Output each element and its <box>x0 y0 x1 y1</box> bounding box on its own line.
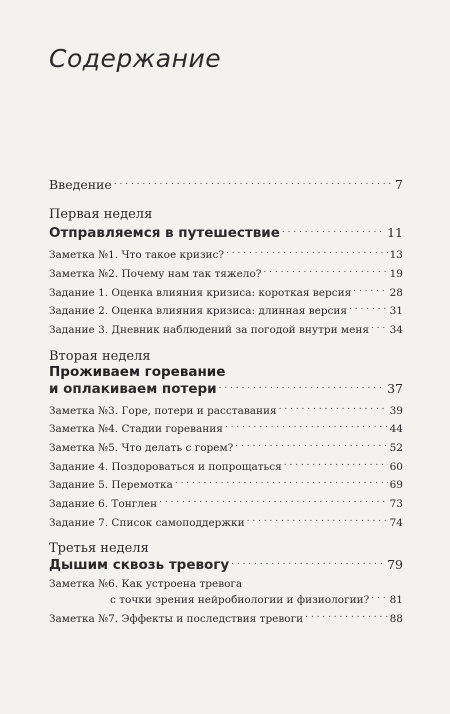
toc-entry-label: Заметка №2. Почему нам так тяжело? <box>49 268 262 280</box>
toc-entry[interactable] <box>49 495 403 511</box>
toc-entry[interactable] <box>49 476 403 492</box>
toc-entry[interactable] <box>49 610 403 626</box>
toc-entry-label: Задание 3. Дневник наблюдений за погодой внутри меня <box>49 324 369 336</box>
toc-entry[interactable] <box>49 458 403 474</box>
toc-entry-label: Заметка №6. Как устроена тревога <box>49 578 243 590</box>
toc-page-number: 7 <box>395 177 403 192</box>
toc-entry-label: Задание 4. Поздороваться и попрощаться <box>49 461 282 473</box>
dot-leader <box>114 177 393 189</box>
dot-leader <box>159 495 387 507</box>
section-heading-week2[interactable] <box>49 381 403 396</box>
toc-entry-label: Задание 6. Тонглен <box>49 498 158 510</box>
toc-entry-label: Задание 2. Оценка влияния кризиса: длинная версия <box>49 305 348 317</box>
toc-page-number: 88 <box>389 613 403 625</box>
section-heading: и оплакиваем потери <box>49 381 217 397</box>
toc-page-number: 73 <box>389 498 403 510</box>
toc-entry-label: Заметка №1. Что такое кризис? <box>49 249 225 261</box>
toc-entry-label: Заметка №7. Эффекты и последствия тревоги <box>49 613 304 625</box>
page-title: Содержание <box>49 44 222 73</box>
dot-leader <box>371 591 387 603</box>
section-heading: Дышим сквозь тревогу <box>49 557 230 573</box>
toc-entry[interactable] <box>49 265 403 281</box>
toc-entry-label: Задание 5. Перемотка <box>49 479 173 491</box>
toc-page-number: 79 <box>387 557 403 572</box>
toc-entry[interactable] <box>49 420 403 436</box>
dot-leader <box>353 284 387 296</box>
dot-leader <box>235 439 387 451</box>
dot-leader <box>305 610 388 622</box>
toc-entry-label: Заметка №3. Горе, потери и расставания <box>49 405 277 417</box>
toc-entry[interactable] <box>49 284 403 300</box>
toc-page-number: 52 <box>389 442 403 454</box>
toc-page-number: 74 <box>389 517 403 529</box>
toc-entry[interactable] <box>49 321 403 337</box>
week-label: Первая неделя <box>49 207 153 222</box>
dot-leader <box>231 557 385 569</box>
section-heading: Отправляемся в путешествие <box>49 225 280 241</box>
dot-leader <box>225 420 388 432</box>
dot-leader <box>219 381 385 393</box>
dot-leader <box>279 402 388 414</box>
toc-entry[interactable] <box>49 402 403 418</box>
dot-leader <box>263 265 387 277</box>
toc-entry-label: Заметка №5. Что делать с горем? <box>49 442 234 454</box>
toc-page-number: 37 <box>387 381 403 396</box>
toc-entry-label: Задание 1. Оценка влияния кризиса: короткая версия <box>49 287 352 299</box>
dot-leader <box>175 476 388 488</box>
dot-leader <box>282 225 385 237</box>
dot-leader <box>349 302 388 314</box>
dot-leader <box>371 321 388 333</box>
toc-page-number: 69 <box>389 479 403 491</box>
week-label: Вторая неделя <box>49 349 151 364</box>
toc-entry-label: Заметка №4. Стадии горевания <box>49 423 223 435</box>
toc-entry[interactable] <box>49 246 403 262</box>
week-label: Третья неделя <box>49 541 149 556</box>
toc-entry[interactable] <box>49 302 403 318</box>
toc-page-number: 60 <box>389 461 403 473</box>
toc-entry[interactable] <box>49 514 403 530</box>
dot-leader <box>284 458 388 470</box>
toc-page-number: 28 <box>389 287 403 299</box>
toc-page-number: 19 <box>389 268 403 280</box>
toc-entry-intro[interactable] <box>49 177 403 192</box>
toc-page-number: 34 <box>389 324 403 336</box>
section-heading-week1[interactable] <box>49 225 403 240</box>
toc-entry-label-continuation: с точки зрения нейробиологии и физиологии? <box>110 594 370 606</box>
toc-page-number: 39 <box>389 405 403 417</box>
toc-entry-label: Введение <box>49 177 112 192</box>
toc-page-number: 44 <box>389 423 403 435</box>
toc-page-number: 13 <box>389 249 403 261</box>
toc-entry[interactable] <box>110 591 403 607</box>
dot-leader <box>226 246 388 258</box>
toc-entry-label-line1[interactable] <box>49 578 249 591</box>
toc-page-number: 31 <box>389 305 403 317</box>
toc-page-number: 81 <box>389 594 403 606</box>
toc-page-number: 11 <box>387 225 403 240</box>
toc-entry[interactable] <box>49 439 403 455</box>
dot-leader <box>247 514 388 526</box>
section-heading-week3[interactable] <box>49 557 403 572</box>
section-heading: Проживаем горевание <box>49 364 226 380</box>
toc-entry-label: Задание 7. Список самоподдержки <box>49 517 245 529</box>
